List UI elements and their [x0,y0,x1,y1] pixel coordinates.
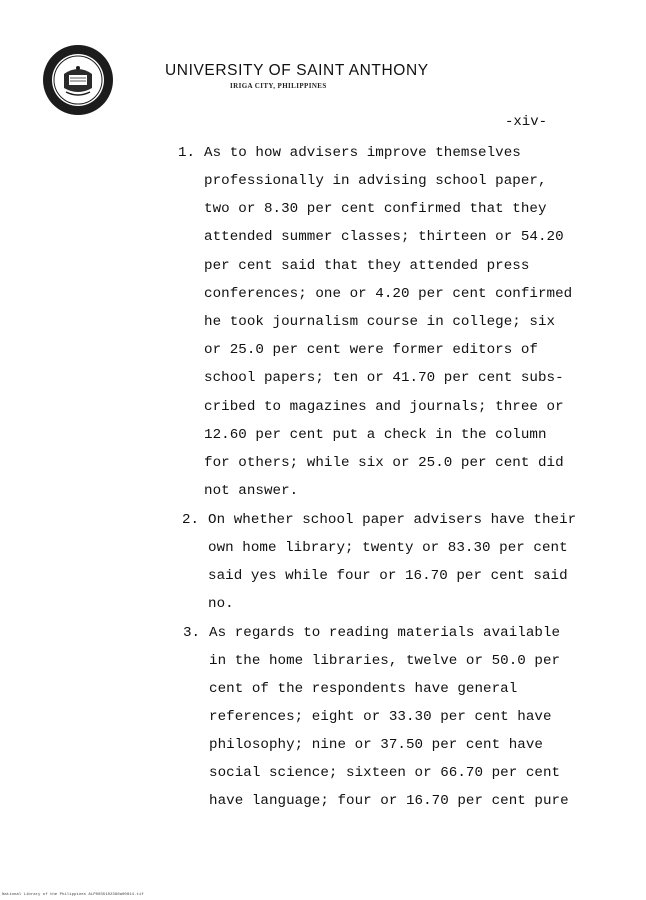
university-location: IRIGA CITY, PHILIPPINES [230,82,327,90]
list-item-line: conferences; one or 4.20 per cent confirmed [204,286,573,302]
list-item-line: 12.60 per cent put a check in the column [204,427,547,443]
list-item-line: references; eight or 33.30 per cent have [209,709,552,725]
list-item-number: 1. [178,145,196,161]
list-item-line: he took journalism course in college; six [204,314,556,330]
list-item-line: no. [208,596,234,612]
list-item-line: two or 8.30 per cent confirmed that they [204,201,547,217]
list-item-line: for others; while six or 25.0 per cent did [204,455,564,471]
university-name: UNIVERSITY OF SAINT ANTHONY [165,62,429,79]
list-item-line: cent of the respondents have general [209,681,518,697]
list-item-line: On whether school paper advisers have their [208,512,577,528]
list-item-line: As regards to reading materials available [209,625,561,641]
list-item-line: As to how advisers improve themselves [204,145,521,161]
list-item-number: 3. [183,625,201,641]
scan-footer: National Library of the Philippines ALP0035102390a00014.tif [2,893,144,897]
list-item-line: school papers; ten or 41.70 per cent subs- [204,370,564,386]
page-number: -xiv- [505,114,548,130]
list-item-line: own home library; twenty or 83.30 per cent [208,540,568,556]
list-item-number: 2. [182,512,200,528]
seal-icon [42,44,114,116]
list-item-line: professionally in advising school paper, [204,173,547,189]
list-item-line: cribed to magazines and journals; three or [204,399,564,415]
list-item-line: per cent said that they attended press [204,258,530,274]
list-item-line: have language; four or 16.70 per cent pure [209,793,569,809]
university-seal [42,44,114,116]
list-item-line: social science; sixteen or 66.70 per cent [209,765,561,781]
list-item-line: not answer. [204,483,299,499]
list-item-line: philosophy; nine or 37.50 per cent have [209,737,543,753]
list-item-line: attended summer classes; thirteen or 54.20 [204,229,564,245]
list-item-line: in the home libraries, twelve or 50.0 per [209,653,561,669]
list-item-line: or 25.0 per cent were former editors of [204,342,538,358]
list-item-line: said yes while four or 16.70 per cent said [208,568,568,584]
